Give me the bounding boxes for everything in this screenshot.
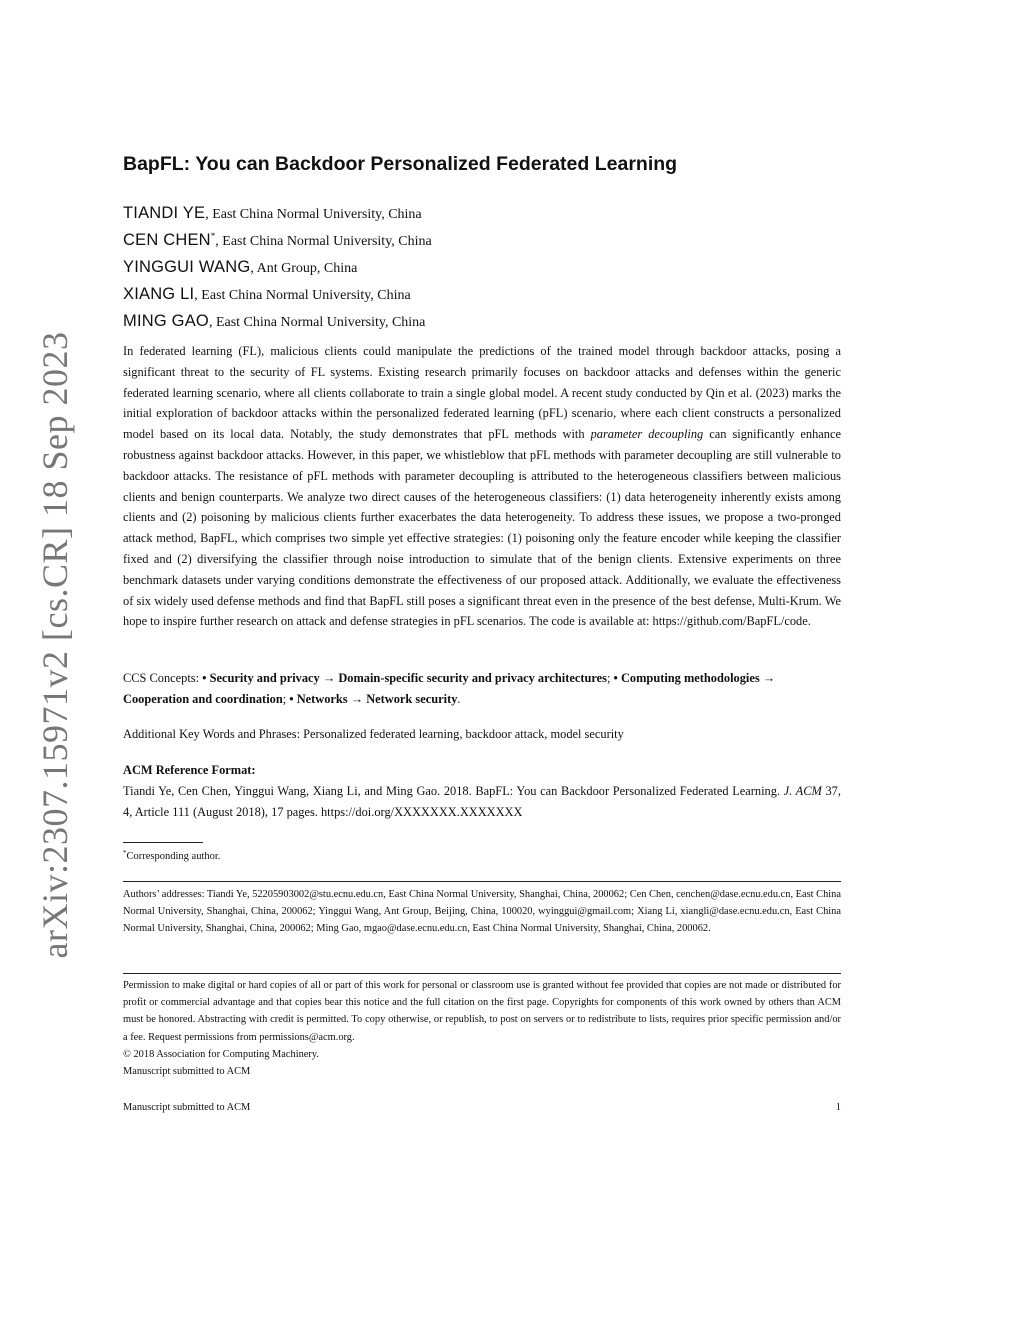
author-mark: * [210,231,216,241]
ccs-separator: ; [282,692,290,706]
author-addresses: Authors’ addresses: Tiandi Ye, 52205903002@stu.ecnu.edu.cn, East China Normal University, Shanghai, China, 200062; Cen Chen, cenchen@dase.ecnu.edu.cn, East China Normal University, Shanghai, China, 200062; Yinggui Wang, Ant Group, Beijing, China, 100020, wyinggui@gmail.com; Xiang Li, xiangli@dase.ecnu.edu.cn, East China Normal University, Shanghai, China, 200062; Ming Gao, mgao@dase.ecnu.edu.cn, East China Normal University, Shanghai, China, 200062. [123,889,841,935]
author-name: TIANDI YE [123,204,206,222]
author-name: YINGGUI WANG [123,258,251,276]
copyright-line: © 2018 Association for Computing Machinery. [123,1049,319,1060]
author-entry [123,277,841,304]
author-affiliation: , East China Normal University, China [215,234,432,249]
reference-journal: J. ACM [783,784,822,798]
abstract-text: In federated learning (FL), malicious clients could manipulate the predictions of the trained model through backdoor attacks, posing a significant threat to the security of FL systems. Existing research primarily focuses on backdoor attacks and defenses within the generic federated learning scenario, where all clients collaborate to train a single global model. A recent study conducted by Qin et al. (2023) marks the initial exploration of backdoor attacks within the personalized federated learning (pFL) scenario, where each client constructs a personalized model based on its local data. Notably, the study demonstrates that pFL methods with [123,344,841,442]
ccs-separator: ; [606,671,614,685]
ccs-concept: • Computing methodologies → Cooperation and coordination [123,671,776,706]
manuscript-line: Manuscript submitted to ACM [123,1066,251,1077]
author-entry [123,223,841,250]
paper-title: BapFL: You can Backdoor Personalized Federated Learning [123,153,678,175]
page-number: 1 [835,1102,841,1113]
reference-text-continued: 37, 4, Article 111 (August 2018), 17 pages. https://doi.org/XXXXXXX.XXXXXXX [123,784,841,819]
footnote [123,846,220,864]
ccs-end: . [457,692,461,706]
author-entry [123,196,841,223]
keywords: Additional Key Words and Phrases: Personalized federated learning, backdoor attack, model security [123,727,624,741]
footnote-rule [123,842,203,843]
ccs-label: CCS Concepts: [123,671,203,685]
reference-format [123,781,841,823]
ccs-concept: • Networks → Network security [289,692,458,706]
author-affiliation: , East China Normal University, China [205,207,422,222]
permission-rule [123,973,841,974]
author-affiliation: , East China Normal University, China [208,315,426,330]
abstract-emphasis: parameter decoupling [590,427,704,442]
arxiv-id: arXiv:2307.15971v2 [cs.CR] 18 Sep 2023 [35,331,75,959]
author-affiliation: , Ant Group, China [250,261,358,276]
author-name: MING GAO [123,312,209,330]
footnote-mark: * [123,849,127,857]
ccs-concepts [123,668,841,710]
reference-heading: ACM Reference Format: [123,763,256,777]
author-list [123,196,841,331]
footnote-text: Corresponding author. [126,851,221,862]
footer-left: Manuscript submitted to ACM [123,1102,251,1113]
author-entry [123,304,841,331]
reference-text: Tiandi Ye, Cen Chen, Yinggui Wang, Xiang Li, and Ming Gao. 2018. BapFL: You can Backdoor Personalized Federated Learning. [123,784,784,798]
author-affiliation: , East China Normal University, China [194,288,411,303]
author-entry [123,250,841,277]
ccs-concept: • Security and privacy → Domain-specific security and privacy architectures [202,671,607,685]
addresses-rule [123,881,841,882]
abstract-text-continued: can significantly enhance robustness against backdoor attacks. However, in this paper, we whistleblow that pFL methods with parameter decoupling are still vulnerable to backdoor attacks. The resistance of pFL methods with parameter decoupling is attributed to the heterogeneous classifiers between malicious clients and benign counterparts. We analyze two direct causes of the heterogeneous classifiers: (1) data heterogeneity inherently exists among clients and (2) poisoning by malicious clients further exacerbates the data heterogeneity. To address these issues, we propose a two-pronged attack method, BapFL, which comprises two simple yet effective strategies: (1) poisoning only the feature encoder while keeping the classifier fixed and (2) diversifying the classifier through noise introduction to simulate that of the benign clients. Extensive experiments on three benchmark datasets under varying conditions demonstrate the effectiveness of our proposed attack. Additionally, we evaluate the effectiveness of six widely used defense methods and find that BapFL still poses a significant threat even in the presence of the best defense, Multi-Krum. We hope to inspire further research on attack and defense strategies in pFL scenarios. The code is available at: https://github.com/BapFL/code. [123,427,841,629]
permission-notice: Permission to make digital or hard copies of all or part of this work for personal or classroom use is granted without fee provided that copies are not made or distributed for profit or commercial advantage and that copies bear this notice and the full citation on the first page. Copyrights for components of this work owned by others than ACM must be honored. Abstracting with credit is permitted. To copy otherwise, or republish, to post on servers or to redistribute to lists, requires prior specific permission and/or a fee. Request permissions from permissions@acm.org. [123,980,841,1043]
author-name: XIANG LI [123,285,195,303]
abstract [123,341,841,632]
author-name: CEN CHEN [123,231,211,249]
